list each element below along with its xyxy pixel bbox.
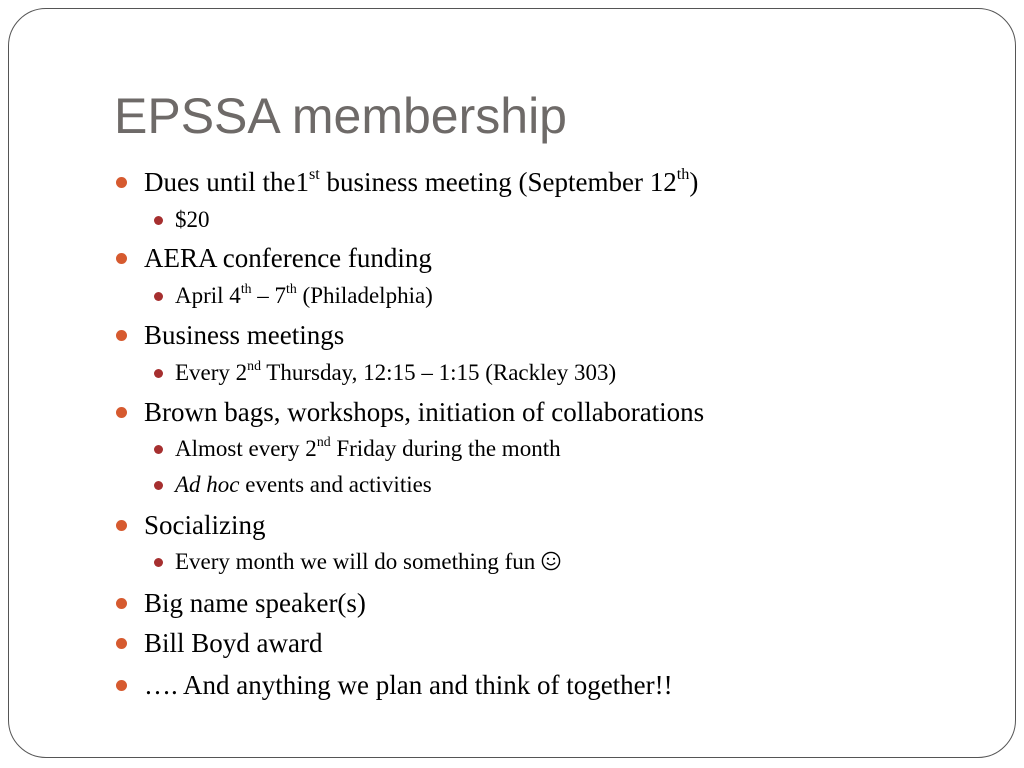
sub-bullet-item	[175, 548, 561, 576]
sub-bullet-dot-icon	[154, 481, 163, 490]
bullet-text: Almost every 2	[175, 436, 317, 461]
sub-bullet-dot-icon	[154, 445, 163, 454]
bullet-text: events and activities	[239, 472, 432, 497]
superscript-text: th	[676, 165, 690, 184]
smiley-icon	[541, 551, 561, 571]
bullet-dot-icon	[116, 598, 127, 609]
bullet-dot-icon	[116, 638, 127, 649]
bullet-text: Every month we will do something fun	[175, 549, 536, 574]
bullet-dot-icon	[116, 330, 127, 341]
sub-bullet-dot-icon	[154, 369, 163, 378]
bullet-item	[144, 166, 698, 198]
bullet-item	[144, 396, 704, 428]
bullet-text: business meeting (September 12	[319, 167, 677, 197]
superscript-text: th	[286, 280, 297, 296]
sub-bullet-item	[175, 435, 561, 463]
bullet-dot-icon	[116, 520, 127, 531]
bullet-dot-icon	[116, 680, 127, 691]
bullet-text: $20	[175, 207, 210, 232]
bullet-text: Thursday, 12:15 – 1:15 (Rackley 303)	[260, 360, 617, 385]
bullet-text: (Philadelphia)	[296, 283, 433, 308]
bullet-text: April 4	[175, 283, 241, 308]
superscript-text: th	[240, 280, 252, 296]
bullet-text: Socializing	[144, 510, 266, 540]
bullet-text: Brown bags, workshops, initiation of collaborations	[144, 397, 705, 427]
sub-bullet-item	[175, 282, 433, 310]
bullet-item	[144, 587, 366, 619]
sub-bullet-item	[175, 359, 616, 387]
sub-bullet-dot-icon	[154, 292, 163, 301]
sub-bullet-item	[175, 471, 432, 499]
bullet-dot-icon	[116, 177, 127, 188]
bullet-item	[144, 509, 265, 541]
bullet-text: Every 2	[175, 360, 248, 385]
bullet-item	[144, 669, 673, 701]
superscript-text: nd	[316, 433, 331, 449]
sub-bullet-dot-icon	[154, 558, 163, 567]
bullet-text: Big name speaker(s)	[144, 588, 366, 618]
bullet-dot-icon	[116, 253, 127, 264]
bullet-item	[144, 319, 344, 351]
bullet-text: Dues until the1	[144, 167, 309, 197]
bullet-text: Bill Boyd award	[144, 628, 323, 658]
bullet-item	[144, 627, 322, 659]
bullet-text: – 7	[251, 283, 287, 308]
bullet-text: Ad hoc	[175, 472, 240, 497]
superscript-text: nd	[247, 357, 261, 373]
bullet-text: Business meetings	[144, 320, 345, 350]
bullet-text: …. And anything we plan and think of together!!	[144, 670, 673, 700]
bullet-item	[144, 242, 432, 274]
bullet-text: AERA conference funding	[144, 243, 432, 273]
sub-bullet-item	[175, 206, 210, 234]
sub-bullet-dot-icon	[154, 216, 163, 225]
bullet-dot-icon	[116, 407, 127, 418]
bullet-text: )	[689, 167, 699, 197]
bullet-text: Friday during the month	[330, 436, 561, 461]
slide-title: EPSSA membership	[114, 88, 567, 144]
superscript-text: st	[308, 165, 320, 184]
